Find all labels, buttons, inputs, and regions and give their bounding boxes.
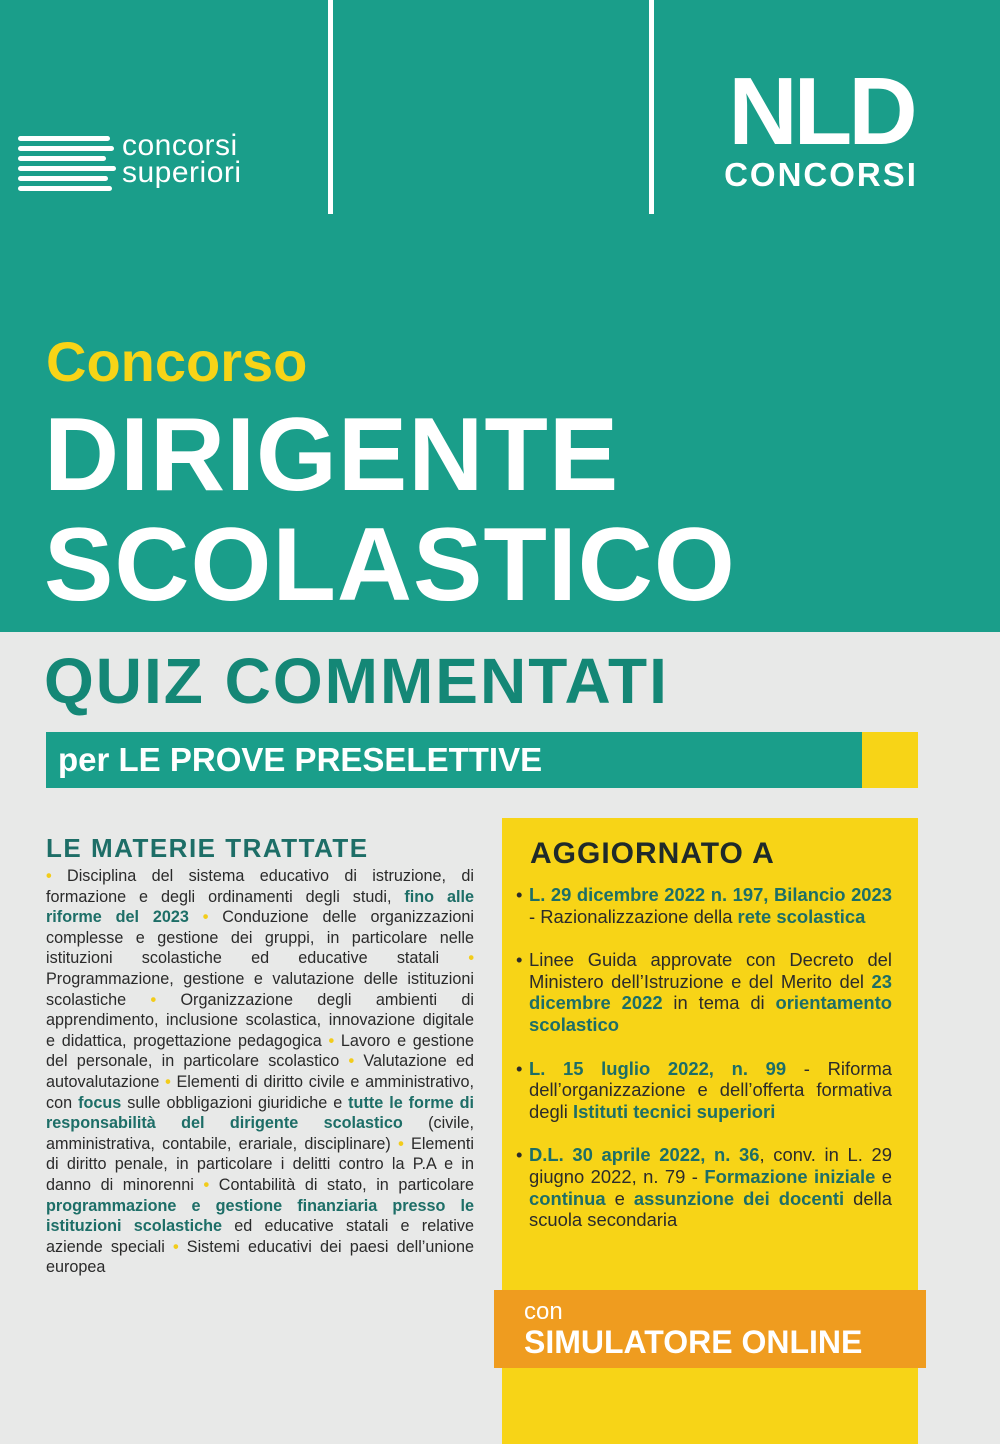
simulatore-title: SIMULATORE ONLINE — [524, 1324, 863, 1360]
law-text: e — [605, 1187, 634, 1209]
main-title-line-1: DIRIGENTE — [44, 397, 620, 513]
bullet-dot: • — [468, 949, 474, 968]
materie-heading: LE MATERIE TRATTATE — [46, 833, 369, 863]
bullet-dot: • — [516, 1057, 523, 1079]
topic-highlight: tutte le forme di responsabilità del dirigente scolastico — [46, 1093, 474, 1133]
bullet-dot: • — [165, 1072, 171, 1091]
concorsi-superiori-logo — [18, 129, 308, 194]
nld-mark: NLD — [728, 58, 914, 165]
bullet-dot: • — [150, 990, 157, 1009]
bullet-dot: • — [203, 1175, 210, 1194]
bullet-dot: • — [172, 1237, 179, 1256]
aggiornato-list — [516, 884, 892, 1253]
topic-text: Contabilità di stato, in particolare — [218, 1175, 474, 1194]
topic-text: Elementi di diritto penale, in particolare i delitti contro la P.A e in danno di minorenni — [46, 1134, 475, 1194]
law-text: e — [875, 1165, 892, 1187]
nld-sub: CONCORSI — [724, 156, 918, 193]
law-highlight: continua — [529, 1187, 606, 1209]
logo-line-2: superiori — [122, 156, 242, 189]
law-highlight: rete scolastica — [737, 905, 866, 927]
topic-text: Valutazione ed autovalutazione — [46, 1052, 475, 1091]
topic-text: Lavoro e gestione del personale, in particolare scolastico — [46, 1031, 474, 1071]
quiz-title: QUIZ COMMENTATI — [44, 645, 669, 717]
bullet-dot: • — [46, 867, 52, 885]
law-text: - Razionalizzazione della — [529, 905, 738, 927]
bullet-dot: • — [348, 1052, 355, 1071]
topic-text: Sistemi educativi dei paesi dell’unione europea — [46, 1237, 474, 1277]
topic-highlight: programmazione e gestione finanziaria presso le istituzioni scolastiche — [46, 1196, 474, 1236]
divider-line — [649, 0, 654, 214]
topic-text: ed educative statali e relative aziende speciali — [46, 1217, 474, 1256]
bullet-dot: • — [202, 908, 209, 927]
list-item — [516, 1144, 892, 1230]
topic-text: sulle obbligazioni giuridiche e — [121, 1093, 349, 1112]
prove-banner — [46, 732, 862, 788]
simulatore-small: con — [524, 1298, 563, 1325]
law-text: in tema di — [662, 992, 776, 1014]
topic-highlight: fino alle riforme del 2023 — [46, 887, 474, 927]
simulatore-banner — [494, 1290, 926, 1368]
topic-text: Programmazione, gestione e valutazione delle istituzioni scolastiche — [46, 969, 474, 1009]
topic-text: Elementi di diritto civile e amministrativo, con — [46, 1072, 474, 1112]
bullet-dot: • — [516, 884, 523, 905]
law-ref: L. 29 dicembre 2022 n. 197, Bilancio 2023 — [529, 884, 892, 905]
cover-header-band — [0, 0, 1000, 632]
law-text: della scuola secondaria — [529, 1187, 892, 1231]
topic-highlight: focus — [78, 1093, 122, 1112]
law-text: , conv. in L. 29 giugno 2022, n. 79 - — [529, 1144, 893, 1187]
law-text: - Riforma dell’organizzazione e dell’offerta formativa degli — [529, 1057, 892, 1122]
list-item — [516, 1058, 892, 1123]
law-ref: L. 15 luglio 2022, n. 99 — [529, 1057, 787, 1079]
topic-text: Organizzazione degli ambienti di apprendimento, inclusione scolastica, innovazione digitale e didattica, progettazione pedagogica — [46, 990, 474, 1050]
bullet-dot: • — [516, 949, 523, 971]
aggiornato-heading: AGGIORNATO A — [530, 837, 775, 870]
divider-line — [328, 0, 333, 214]
main-title-line-2: SCOLASTICO — [44, 507, 736, 623]
prove-label: per LE PROVE PRESELETTIVE — [58, 741, 543, 778]
law-highlight: Formazione iniziale — [704, 1165, 876, 1187]
topic-text: Conduzione delle organizzazioni complesse e gestione dei gruppi, in particolare nelle istituzioni scolastiche ed educative statali — [46, 908, 474, 968]
logo-line-1: concorsi — [122, 129, 238, 162]
concorsi-superiori-wordmark — [122, 129, 242, 189]
law-highlight: assunzione dei docenti — [633, 1187, 845, 1209]
bullet-dot: • — [516, 1144, 523, 1166]
stacked-books-icon — [18, 136, 118, 192]
nld-concorsi-logo — [718, 58, 924, 204]
bullet-dot: • — [328, 1031, 335, 1050]
topic-text: (civile, amministrativa, contabile, erariale, disciplinare) — [46, 1114, 474, 1153]
main-title — [44, 397, 736, 623]
materie-text — [46, 866, 474, 1278]
materie-section — [46, 832, 474, 1278]
law-highlight: orientamento scolastico — [529, 992, 892, 1035]
law-ref: D.L. 30 aprile 2022, n. 36 — [529, 1144, 760, 1166]
list-item — [516, 949, 892, 1035]
law-highlight: Istituti tecnici superiori — [572, 1100, 776, 1122]
list-item — [516, 884, 892, 927]
title-pre: Concorso — [46, 330, 308, 393]
law-text: Linee Guida approvate con Decreto del Ministero dell’Istruzione e del Merito del — [529, 949, 892, 992]
topic-text: Disciplina del sistema educativo di istruzione, di formazione e degli ordinamenti degli studi, — [46, 867, 474, 906]
banner-accent — [862, 732, 918, 788]
bullet-dot: • — [398, 1134, 404, 1153]
law-ref: 23 dicembre 2022 — [529, 970, 892, 1014]
